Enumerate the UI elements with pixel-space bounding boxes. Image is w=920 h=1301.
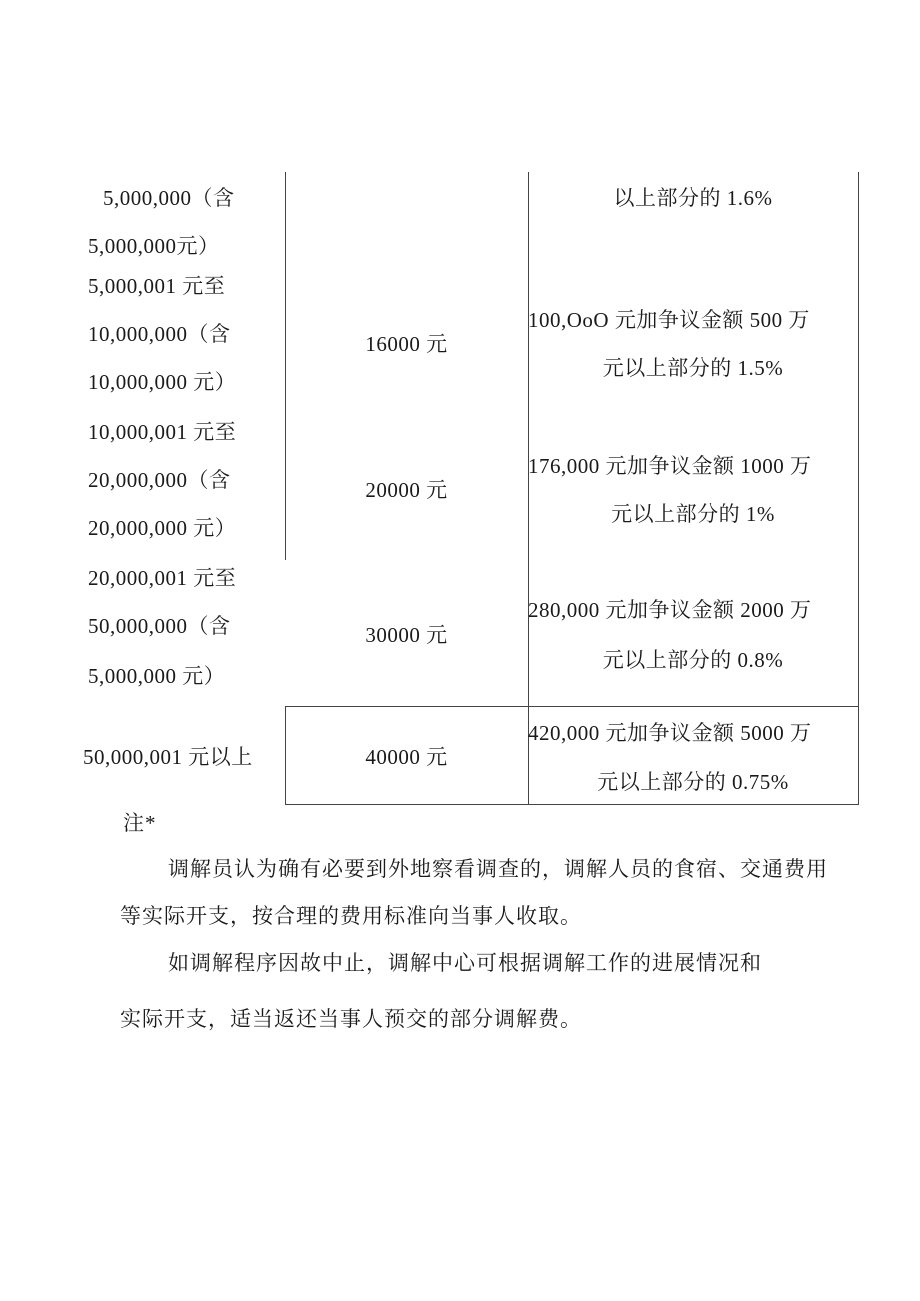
table-border-right [858, 172, 859, 804]
notes-paragraph2-line2: 实际开支，适当返还当事人预交的部分调解费。 [120, 1007, 582, 1031]
notes-paragraph2-line1: 如调解程序因故中止，调解中心可根据调解工作的进展情况和 [168, 951, 762, 975]
range-row3-line1: 10,000,001 元至 [88, 420, 237, 444]
range-row4-line2: 50,000,000（含 [88, 614, 231, 638]
notes-paragraph1-line1: 调解员认为确有必要到外地察看调查的，调解人员的食宿、交通费用 [168, 857, 828, 881]
formula-row4-line2: 元以上部分的 0.8% [602, 648, 784, 672]
formula-row1-line1: 以上部分的 1.6% [613, 186, 773, 210]
fee-row2: 16000 元 [365, 332, 448, 356]
formula-row3-line2: 元以上部分的 1% [611, 502, 775, 526]
formula-row4-line1: 280,000 元加争议金额 2000 万 [528, 598, 812, 622]
table-border-row5-top [285, 706, 859, 707]
fee-row3: 20000 元 [365, 478, 448, 502]
range-row4-line1: 20,000,001 元至 [88, 566, 237, 590]
fee-row4: 30000 元 [365, 623, 448, 647]
notes-heading: 注* [123, 811, 157, 835]
formula-row5-line1: 420,000 元加争议金额 5000 万 [528, 721, 812, 745]
range-row2-line1: 5,000,001 元至 [88, 274, 226, 298]
formula-row5-line2: 元以上部分的 0.75% [597, 770, 789, 794]
range-row3-line2: 20,000,000（含 [88, 468, 231, 492]
fee-row5: 40000 元 [365, 745, 448, 769]
formula-row2-line1: 100,OoO 元加争议金额 500 万 [528, 308, 810, 332]
formula-row3-line1: 176,000 元加争议金额 1000 万 [528, 454, 812, 478]
range-row5-line1: 50,000,001 元以上 [83, 745, 253, 769]
table-border-middle [528, 172, 529, 804]
range-row1-line1: 5,000,000（含 [103, 186, 235, 210]
formula-row2-line2: 元以上部分的 1.5% [602, 356, 784, 380]
range-row1-line2: 5,000,000元） [88, 234, 220, 258]
table-border-bottom [285, 804, 859, 805]
range-row3-line3: 20,000,000 元） [88, 516, 237, 540]
range-row2-line2: 10,000,000（含 [88, 322, 231, 346]
range-row2-line3: 10,000,000 元） [88, 370, 237, 394]
notes-paragraph1-line2: 等实际开支，按合理的费用标准向当事人收取。 [120, 904, 582, 928]
range-row4-line3: 5,000,000 元） [88, 664, 226, 688]
